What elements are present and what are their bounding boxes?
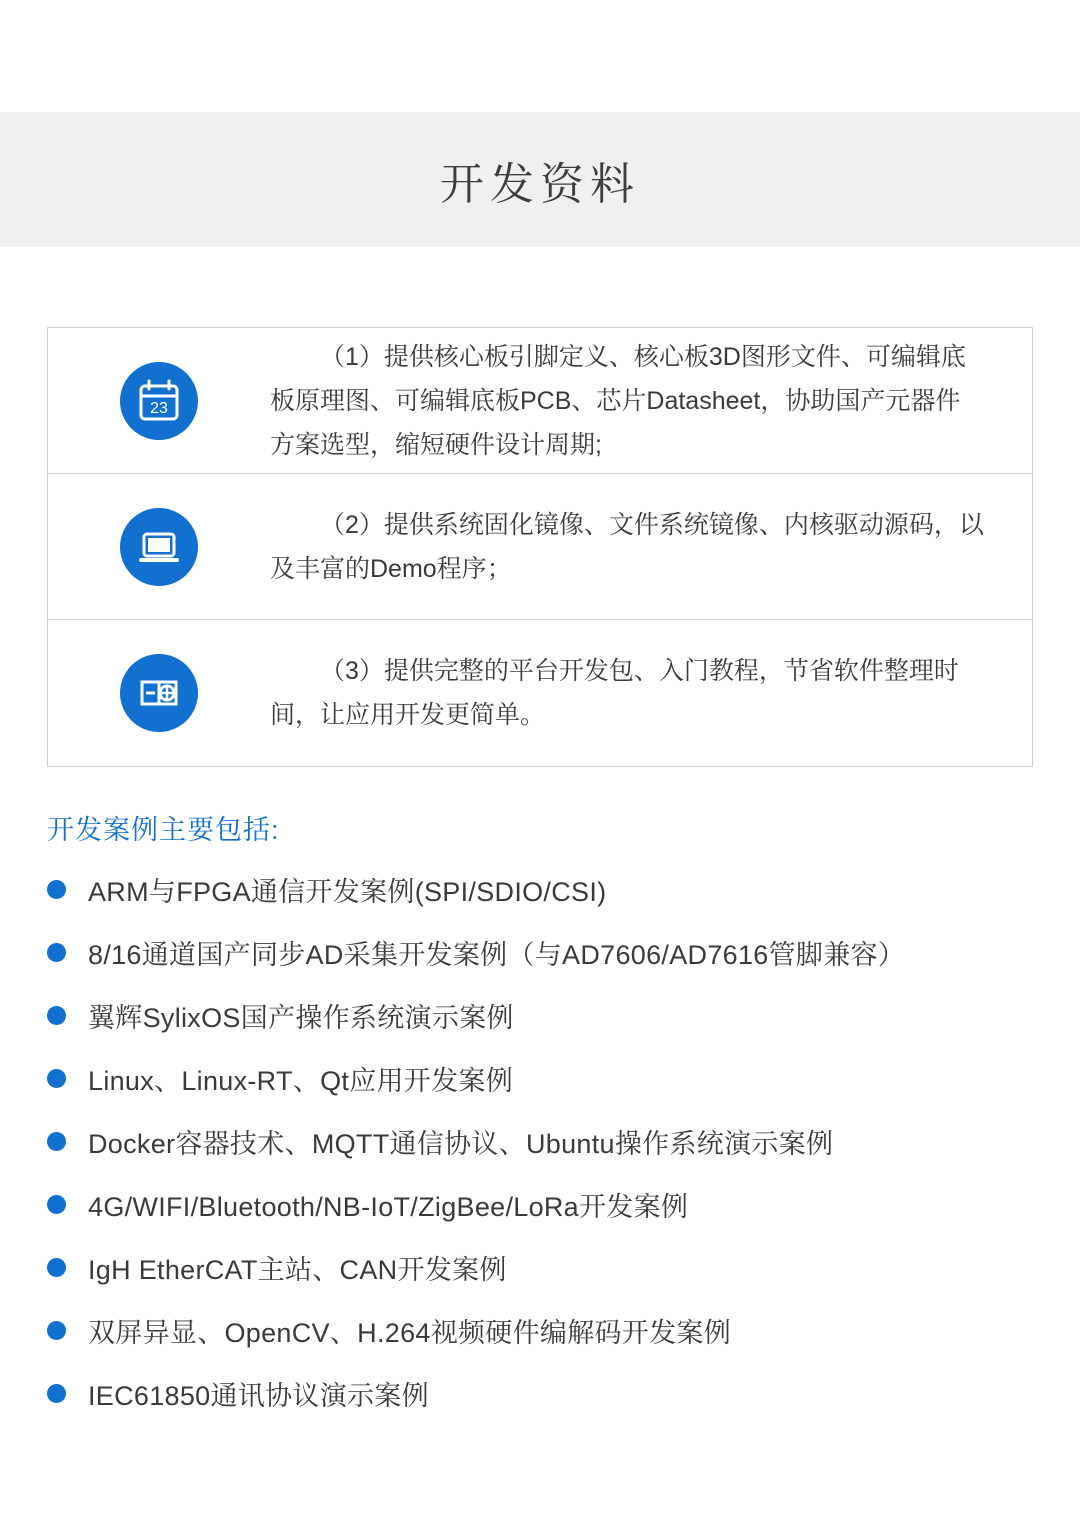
cases-heading: 开发案例主要包括: (47, 815, 280, 845)
list-item-label: 4G/WIFI/Bluetooth/NB-IoT/ZigBee/LoRa开发案例 (88, 1192, 689, 1222)
list-item (47, 1110, 1027, 1173)
page-title: 开发资料 (440, 159, 640, 209)
bullet-icon (47, 880, 66, 899)
list-item (47, 921, 1027, 984)
list-item (47, 858, 1027, 921)
svg-text:23: 23 (150, 399, 168, 417)
list-item (47, 1236, 1027, 1299)
list-item-label: IgH EtherCAT主站、CAN开发案例 (88, 1255, 507, 1285)
bullet-icon (47, 1069, 66, 1088)
feature-text: （3）提供完整的平台开发包、入门教程，节省软件整理时间，让应用开发更简单。 (270, 657, 959, 729)
feature-table (47, 327, 1033, 767)
bullet-icon (47, 1132, 66, 1151)
list-item-label: Docker容器技术、MQTT通信协议、Ubuntu操作系统演示案例 (88, 1129, 834, 1159)
list-item-label: IEC61850通讯协议演示案例 (88, 1381, 429, 1411)
calendar-icon (120, 362, 198, 440)
cases-list (47, 858, 1027, 1425)
feature-icon-cell (48, 654, 270, 732)
list-item (47, 1173, 1027, 1236)
feature-row (48, 620, 1032, 766)
list-item (47, 984, 1027, 1047)
list-item-label: Linux、Linux-RT、Qt应用开发案例 (88, 1066, 513, 1096)
toolkit-icon (120, 654, 198, 732)
bullet-icon (47, 943, 66, 962)
bullet-icon (47, 1258, 66, 1277)
list-item (47, 1047, 1027, 1110)
bullet-icon (47, 1195, 66, 1214)
list-item (47, 1299, 1027, 1362)
feature-text: （1）提供核心板引脚定义、核心板3D图形文件、可编辑底板原理图、可编辑底板PCB、芯片Datasheet，协助国产元器件方案选型，缩短硬件设计周期; (270, 342, 966, 459)
feature-text: （2）提供系统固化镜像、文件系统镜像、内核驱动源码，以及丰富的Demo程序； (270, 510, 984, 583)
feature-icon-cell (48, 362, 270, 440)
laptop-icon (120, 508, 198, 586)
bullet-icon (47, 1006, 66, 1025)
list-item (47, 1362, 1027, 1425)
bullet-icon (47, 1384, 66, 1403)
list-item-label: 双屏异显、OpenCV、H.264视频硬件编解码开发案例 (88, 1318, 732, 1348)
bullet-icon (47, 1321, 66, 1340)
list-item-label: 翼辉SylixOS国产操作系统演示案例 (88, 1003, 514, 1033)
feature-row (48, 328, 1032, 474)
list-item-label: 8/16通道国产同步AD采集开发案例（与AD7606/AD7616管脚兼容） (88, 940, 906, 970)
feature-row (48, 474, 1032, 620)
feature-icon-cell (48, 508, 270, 586)
list-item-label: ARM与FPGA通信开发案例(SPI/SDIO/CSI) (88, 877, 607, 907)
page-header-band (0, 112, 1080, 247)
